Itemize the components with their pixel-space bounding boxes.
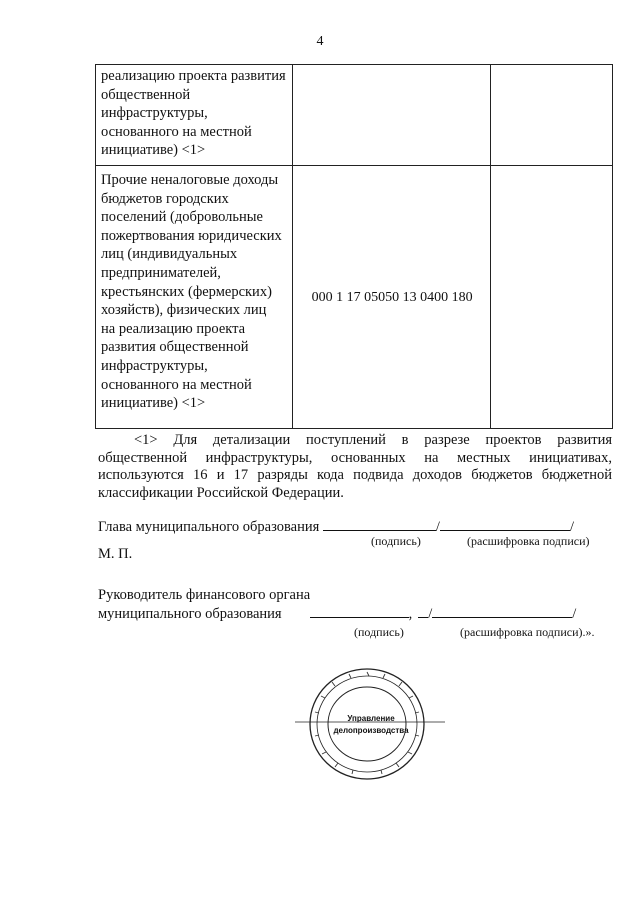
table-cell-code: 000 1 17 05050 13 0400 180: [293, 166, 490, 429]
footnote-line: используются 16 и 17 разряды кода подвида доходов бюджетов бюджетной: [98, 467, 612, 483]
footnote-line: классификации Российской Федерации.: [98, 484, 344, 501]
cell-line: пожертвования юридических: [101, 227, 282, 244]
signature-field: [310, 603, 409, 618]
footnote: [98, 432, 612, 502]
footnote-line: общественной инфраструктуры, основанных на местных инициативах,: [98, 449, 612, 466]
head-signature-label: Глава муниципального образования: [98, 519, 320, 535]
decode-field: [432, 603, 572, 618]
cell-line: инициативе) <1>: [101, 142, 206, 159]
caption-sign: (подпись): [371, 534, 421, 548]
cell-line: основанного на местной: [101, 123, 252, 140]
decode-field: [440, 516, 570, 531]
table-row: [96, 166, 613, 429]
cell-line: общественной: [101, 86, 191, 103]
slash: /: [572, 606, 577, 622]
fin-signature-label-1: Руководитель финансового органа: [98, 587, 311, 603]
cell-line: инициативе) <1>: [101, 395, 206, 412]
fin-signature-label-2: муниципального образования: [98, 606, 282, 622]
caption-decode: (расшифровка подписи): [467, 534, 590, 548]
table-cell-value: [490, 65, 612, 166]
table-row: [96, 65, 613, 166]
footnote-line: <1> Для детализации поступлений в разрезе проектов развития: [134, 432, 612, 448]
slash: /: [569, 519, 574, 535]
slash: /: [435, 519, 440, 535]
cell-line: лиц (индивидуальных: [101, 246, 238, 263]
stamp-text-2: делопроизводства: [333, 726, 409, 735]
cell-line: инфраструктуры,: [101, 105, 208, 122]
table-cell-code: [293, 65, 490, 166]
table-cell-name: [96, 166, 293, 429]
cell-line: реализацию проекта развития: [101, 68, 286, 84]
table-cell-value: [490, 166, 612, 429]
signature-field: [323, 516, 436, 531]
caption-sign: (подпись): [354, 625, 404, 639]
official-stamp: [295, 664, 445, 789]
head-signature-line: [98, 516, 574, 536]
caption-decode: (расшифровка подписи).».: [460, 625, 595, 639]
cell-line: поселений (добровольные: [101, 209, 263, 226]
page-number: 4: [316, 34, 324, 49]
table-cell-name: [96, 65, 293, 166]
fin-signature-line: [98, 603, 576, 623]
cell-line: бюджетов городских: [101, 190, 229, 207]
stamp-text-1: Управление: [347, 714, 395, 723]
cell-line: на реализацию проекта: [101, 320, 246, 337]
signature-field-short: [418, 603, 428, 618]
revenue-table: [95, 64, 613, 429]
cell-line: развития общественной: [101, 339, 249, 356]
cell-line: Прочие неналоговые доходы: [101, 172, 279, 188]
seal-place: М. П.: [98, 546, 133, 562]
cell-line: инфраструктуры,: [101, 357, 208, 374]
slash: /: [428, 606, 433, 622]
separator: ,: [408, 606, 413, 622]
stamp-seal-icon: [295, 664, 445, 784]
cell-line: хозяйств), физических лиц: [101, 302, 267, 319]
cell-line: основанного на местной: [101, 376, 252, 393]
cell-line: крестьянских (фермерских): [101, 283, 272, 300]
cell-line: предпринимателей,: [101, 264, 221, 281]
